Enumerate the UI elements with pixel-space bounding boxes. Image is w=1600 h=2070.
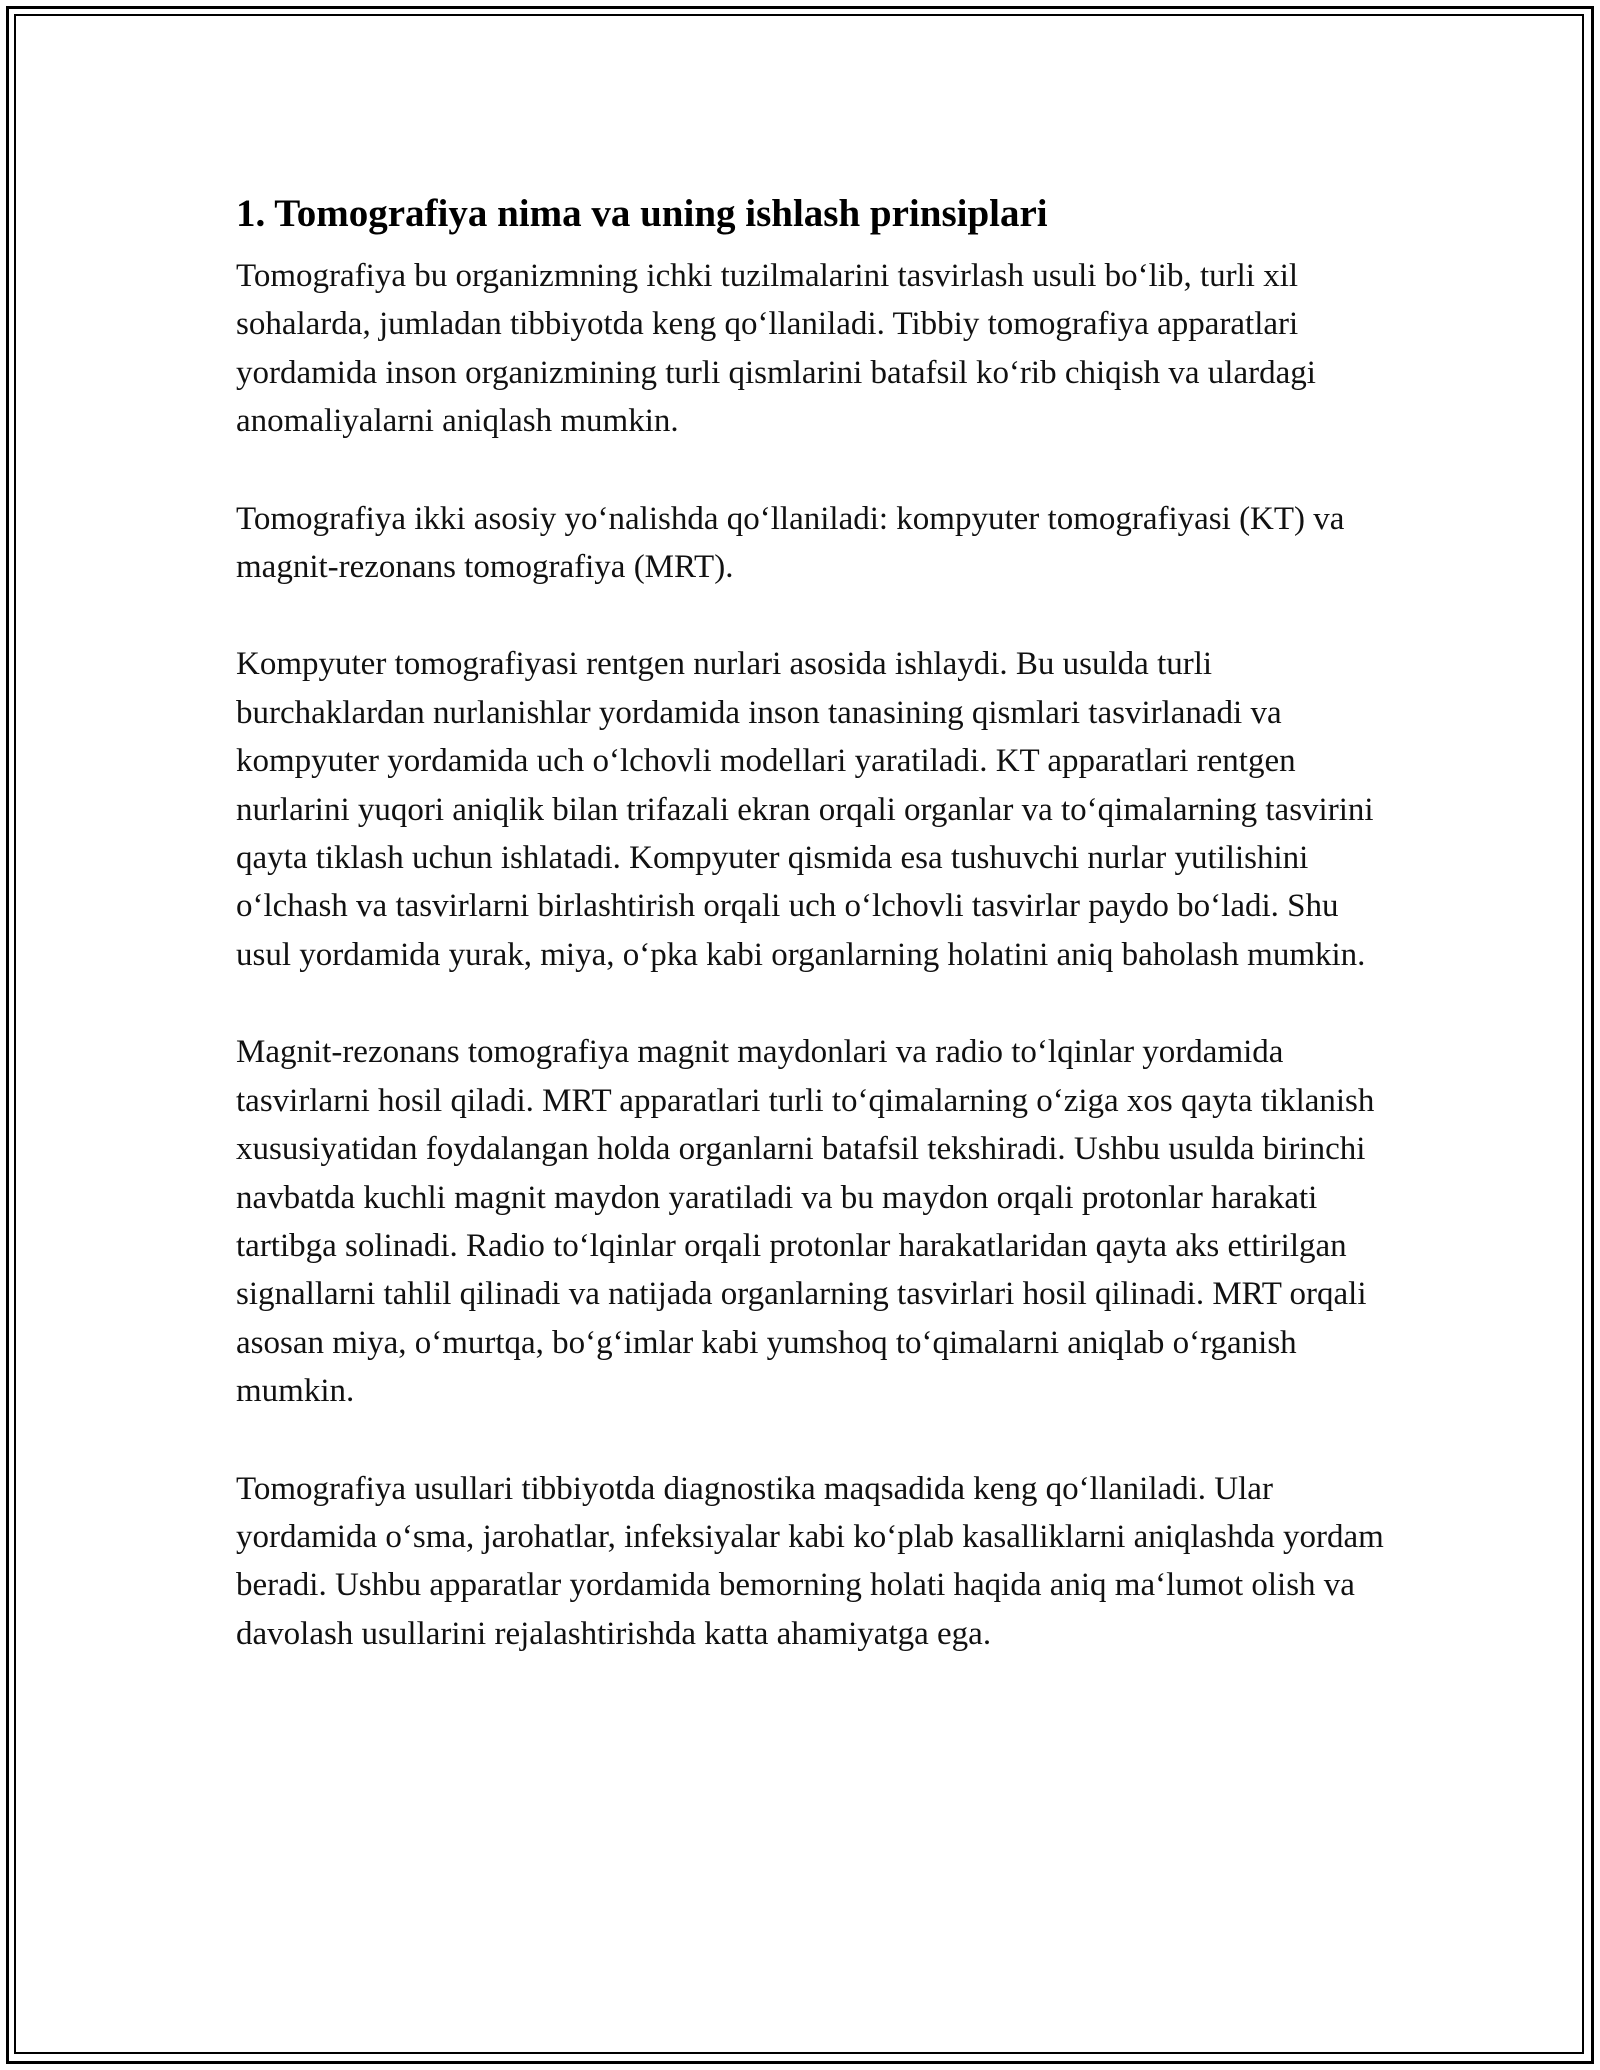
paragraph-applications: Tomografiya usullari tibbiyotda diagnostika maqsadida keng qo‘llaniladi. Ular yordamida o‘sma, jarohatlar, infeksiyalar kabi ko‘plab kasalliklarni aniqlashda yordam beradi. Ushbu apparatlar yordamida bemorning holati haqida aniq ma‘lumot olish va davolash usullarini rejalashtirishda katta ahamiyatga ega. bbox=[236, 1470, 1384, 1652]
paragraph-intro: Tomografiya bu organizmning ichki tuzilmalarini tasvirlash usuli bo‘lib, turli xil sohalarda, jumladan tibbiyotda keng qo‘llaniladi. Tibbiy tomografiya apparatlari yordamida inson organizmining turli qismlarini batafsil ko‘rib chiqish va ulardagi anomaliyalarni aniqlash mumkin. bbox=[236, 258, 1316, 440]
paragraph-directions: Tomografiya ikki asosiy yo‘nalishda qo‘llaniladi: kompyuter tomografiyasi (KT) va magnit-rezonans tomografiya (MRT). bbox=[236, 500, 1345, 586]
document-body bbox=[236, 186, 1386, 1658]
paragraph-ct: Kompyuter tomografiyasi rentgen nurlari asosida ishlaydi. Bu usulda turli burchaklardan nurlanishlar yordamida inson tanasining qismlari tasvirlanadi va kompyuter yordamida uch o‘lchovli modellari yaratiladi. KT apparatlari rentgen nurlarini yuqori aniqlik bilan trifazali ekran orqali organlar va to‘qimalarning tasvirini qayta tiklash uchun ishlatadi. Kompyuter qismida esa tushuvchi nurlar yutilishini o‘lchash va tasvirlarni birlashtirish orqali uch o‘lchovli tasvirlar paydo bo‘ladi. Shu usul yordamida yurak, miya, o‘pka kabi organlarning holatini aniq baholash mumkin. bbox=[236, 646, 1374, 973]
paragraph-mri: Magnit-rezonans tomografiya magnit maydonlari va radio to‘lqinlar yordamida tasvirlarni hosil qiladi. MRT apparatlari turli to‘qimalarning o‘ziga xos qayta tiklanish xususiyatidan foydalangan holda organlarni batafsil tekshiradi. Ushbu usulda birinchi navbatda kuchli magnit maydon yaratiladi va bu maydon orqali protonlar harakati tartibga solinadi. Radio to‘lqinlar orqali protonlar harakatlaridan qayta aks ettirilgan signallarni tahlil qilinadi va natijada organlarning tasvirlari hosil qilinadi. MRT orqali asosan miya, o‘murtqa, bo‘g‘imlar kabi yumshoq to‘qimalarni aniqlab o‘rganish mumkin. bbox=[236, 1034, 1375, 1410]
section-heading: 1. Tomografiya nima va uning ishlash prinsiplari bbox=[236, 192, 1048, 235]
